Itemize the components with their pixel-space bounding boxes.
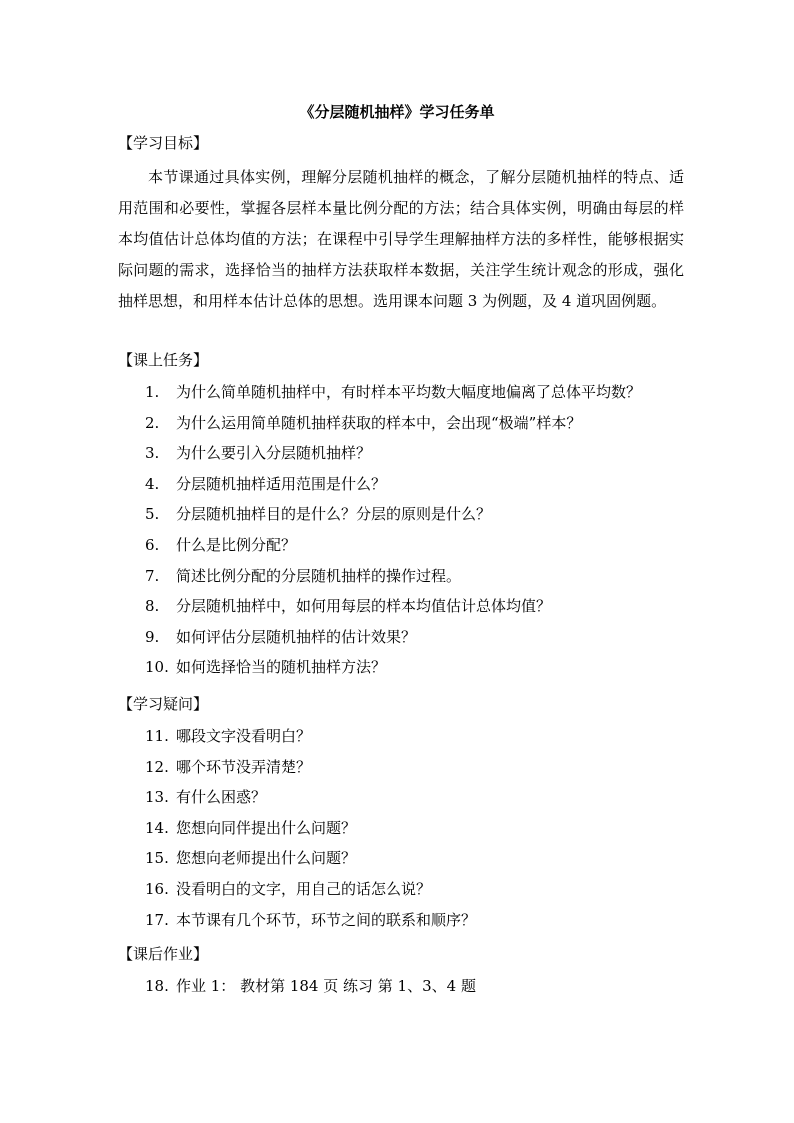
item-text: 作业 1： 教材第 184 页 练习 第 1、3、4 题	[176, 977, 476, 995]
item-number: 12.	[145, 757, 169, 776]
section-heading-homework: 【课后作业】	[118, 945, 209, 963]
list-item	[145, 530, 641, 561]
item-text: 本节课有几个环节，环节之间的联系和顺序？	[176, 910, 477, 929]
item-number: 16.	[145, 879, 169, 898]
list-item	[145, 408, 641, 439]
item-number: 13.	[145, 788, 169, 807]
list-item	[145, 591, 641, 622]
item-number: 1.	[145, 383, 160, 401]
item-text: 哪段文字没看明白？	[176, 727, 312, 745]
item-text: 有什么困惑？	[176, 788, 267, 807]
item-text: 如何评估分层随机抽样的估计效果？	[176, 627, 417, 646]
document-title: 《分层随机抽样》学习任务单	[299, 103, 495, 121]
item-number: 2.	[145, 413, 160, 432]
item-text: 什么是比例分配？	[176, 535, 297, 554]
section-heading-class-tasks: 【课上任务】	[118, 351, 209, 369]
item-text: 简述比例分配的分层随机抽样的操作过程。	[176, 566, 462, 585]
list-item	[145, 782, 476, 813]
list-item	[145, 752, 476, 783]
list-item	[145, 438, 641, 469]
list-item	[145, 499, 641, 530]
class-task-list	[145, 377, 641, 683]
item-number: 10.	[145, 658, 169, 677]
item-text: 为什么要引入分层随机抽样？	[176, 444, 372, 463]
list-item	[145, 971, 476, 1002]
section-heading-goals: 【学习目标】	[118, 134, 209, 152]
list-item	[145, 874, 476, 905]
item-number: 11.	[145, 727, 169, 745]
list-item	[145, 377, 641, 408]
item-text: 分层随机抽样中，如何用每层的样本均值估计总体均值？	[176, 597, 552, 616]
item-text: 如何选择恰当的随机抽样方法？	[176, 658, 387, 677]
item-number: 17.	[145, 910, 169, 929]
list-item	[145, 561, 641, 592]
item-number: 18.	[145, 977, 169, 995]
homework-list	[145, 971, 476, 1002]
item-text: 您想向老师提出什么问题？	[176, 849, 357, 868]
item-text: 分层随机抽样适用范围是什么？	[176, 474, 387, 493]
item-number: 5.	[145, 505, 160, 524]
question-list	[145, 721, 476, 935]
list-item	[145, 813, 476, 844]
list-item	[145, 905, 476, 936]
list-item	[145, 843, 476, 874]
item-text: 分层随机抽样目的是什么？分层的原则是什么？	[176, 505, 492, 524]
item-number: 15.	[145, 849, 169, 868]
list-item	[145, 469, 641, 500]
item-text: 为什么简单随机抽样中，有时样本平均数大幅度地偏离了总体平均数？	[176, 383, 642, 401]
list-item	[145, 652, 641, 683]
list-item	[145, 622, 641, 653]
item-text: 您想向同伴提出什么问题？	[176, 818, 357, 837]
item-text: 为什么运用简单随机抽样获取的样本中，会出现“极端”样本？	[176, 413, 582, 432]
item-number: 8.	[145, 597, 160, 616]
item-number: 4.	[145, 474, 160, 493]
list-item	[145, 721, 476, 752]
item-text: 没看明白的文字，用自己的话怎么说？	[176, 879, 432, 898]
item-number: 14.	[145, 818, 169, 837]
item-number: 3.	[145, 444, 160, 463]
item-number: 7.	[145, 566, 160, 585]
item-text: 哪个环节没弄清楚？	[176, 757, 312, 776]
goals-paragraph: 本节课通过具体实例，理解分层随机抽样的概念，了解分层随机抽样的特点、适用范围和必要性，掌握各层样本量比例分配的方法；结合具体实例，明确由每层的样本均值估计总体均值的方法；在课程中引导学生理解抽样方法的多样性，能够根据实际问题的需求，选择恰当的抽样方法获取样本数据，关注学生统计观念的形成，强化抽样思想，和用样本估计总体的思想。选用课本问题 3 为例题，及 4 道巩固例题。	[118, 168, 684, 310]
section-heading-questions: 【学习疑问】	[118, 695, 209, 713]
item-number: 9.	[145, 627, 160, 646]
item-number: 6.	[145, 535, 160, 554]
